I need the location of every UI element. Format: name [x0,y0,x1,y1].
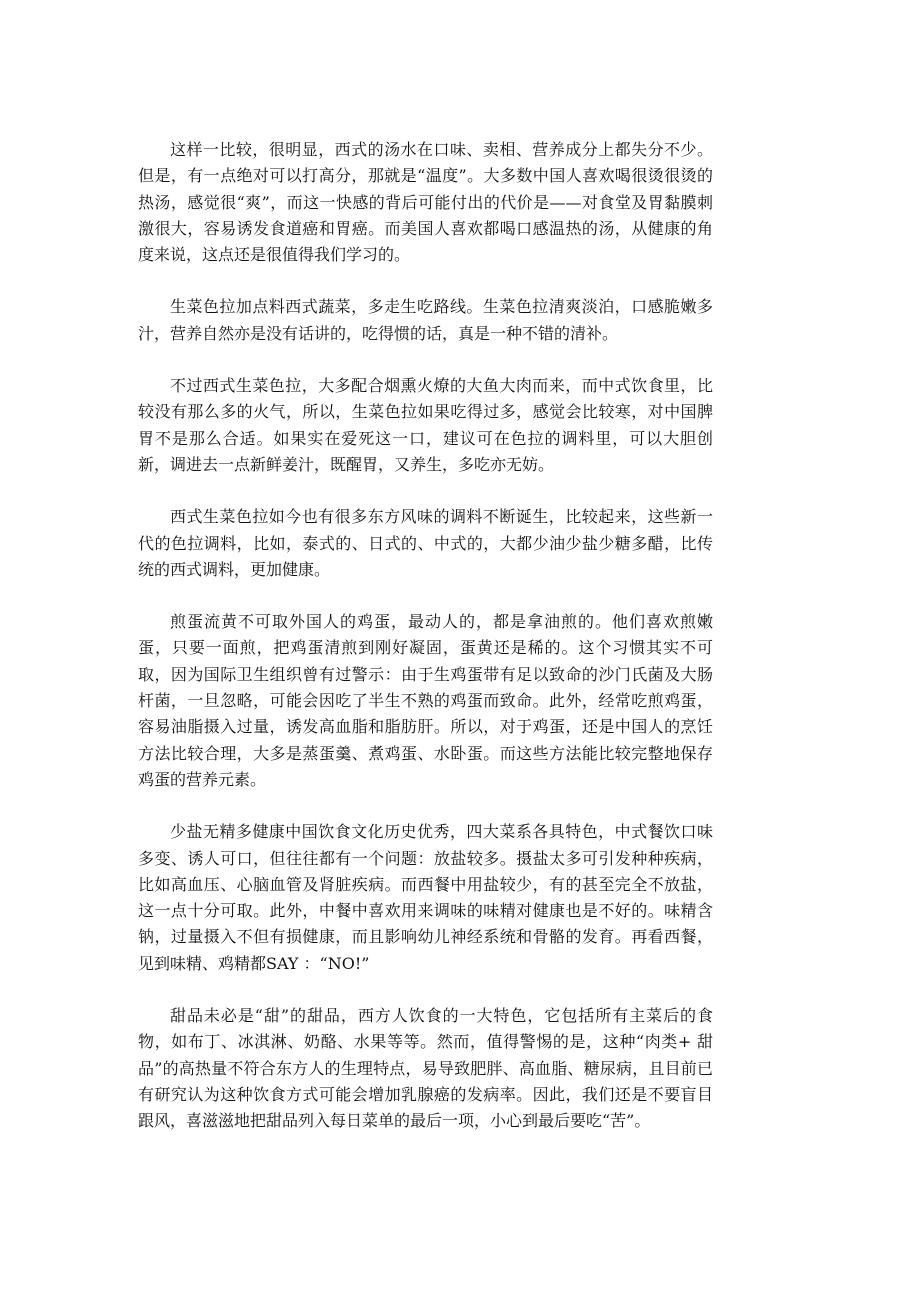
paragraph-dessert: 甜品未必是“甜”的甜品，西方人饮食的一大特色，它包括所有主菜后的食物，如布丁、冰淇淋、奶酪、水果等等。然而，值得警惕的是，这种“肉类+ 甜品”的高热量不符合东方人的生理特点，易导致肥胖、高血脂、糖尿病，且目前已有研究认为这种饮食方式可能会增加乳腺癌的发病率。因此，我们还是不要盲目跟风，喜滋滋地把甜品列入每日菜单的最后一项，小心到最后要吃“苦”。 [138,1006,713,1131]
paragraph-salad-dressing: 西式生菜色拉如今也有很多东方风味的调料不断诞生，比较起来，这些新一代的色拉调料，比如，泰式的、日式的、中式的，大都少油少盐少糖多醋，比传统的西式调料，更加健康。 [138,507,713,579]
paragraph-salad-caution: 不过西式生菜色拉，大多配合烟熏火燎的大鱼大肉而来，而中式饮食里，比较没有那么多的火气，所以，生菜色拉如果吃得过多，感觉会比较寒，对中国脾胃不是那么合适。如果实在爱死这一口，建议可在色拉的调料里，可以大胆创新，调进去一点新鲜姜汁，既醒胃，又养生，多吃亦无妨。 [138,376,713,474]
paragraph-lettuce-salad: 生菜色拉加点料西式蔬菜，多走生吃路线。生菜色拉清爽淡泊，口感脆嫩多汁，营养自然亦是没有话讲的，吃得惯的话，真是一种不错的清补。 [138,297,713,343]
paragraph-less-salt: 少盐无精多健康中国饮食文化历史优秀，四大菜系各具特色，中式餐饮口味多变、诱人可口，但往往都有一个问题：放盐较多。摄盐太多可引发种种疾病，比如高血压、心脑血管及肾脏疾病。而西餐中用盐较少，有的甚至完全不放盐，这一点十分可取。此外，中餐中喜欢用来调味的味精对健康也是不好的。味精含钠，过量摄入不但有损健康，而且影响幼儿神经系统和骨骼的发育。再看西餐，见到味精、鸡精都SAY ：“NO!” [138,822,713,973]
article-body [138,137,713,1161]
paragraph-soup-temperature: 这样一比较，很明显，西式的汤水在口味、卖相、营养成分上都失分不少。但是，有一点绝对可以打高分，那就是“温度”。大多数中国人喜欢喝很烫很烫的热汤，感觉很“爽”，而这一快感的背后可能付出的代价是——对食堂及胃黏膜刺激很大，容易诱发食道癌和胃癌。而美国人喜欢都喝口感温热的汤，从健康的角度来说，这点还是很值得我们学习的。 [138,140,713,265]
paragraph-fried-egg: 煎蛋流黄不可取外国人的鸡蛋，最动人的，都是拿油煎的。他们喜欢煎嫩蛋，只要一面煎，把鸡蛋清煎到刚好凝固，蛋黄还是稀的。这个习惯其实不可取，因为国际卫生组织曾有过警示：由于生鸡蛋带有足以致命的沙门氏菌及大肠杆菌，一旦忽略，可能会因吃了半生不熟的鸡蛋而致命。此外，经常吃煎鸡蛋，容易油脂摄入过量，诱发高血脂和脂肪肝。所以，对于鸡蛋，还是中国人的烹饪方法比较合理，大多是蒸蛋羹、煮鸡蛋、水卧蛋。而这些方法能比较完整地保存鸡蛋的营养元素。 [138,612,713,789]
